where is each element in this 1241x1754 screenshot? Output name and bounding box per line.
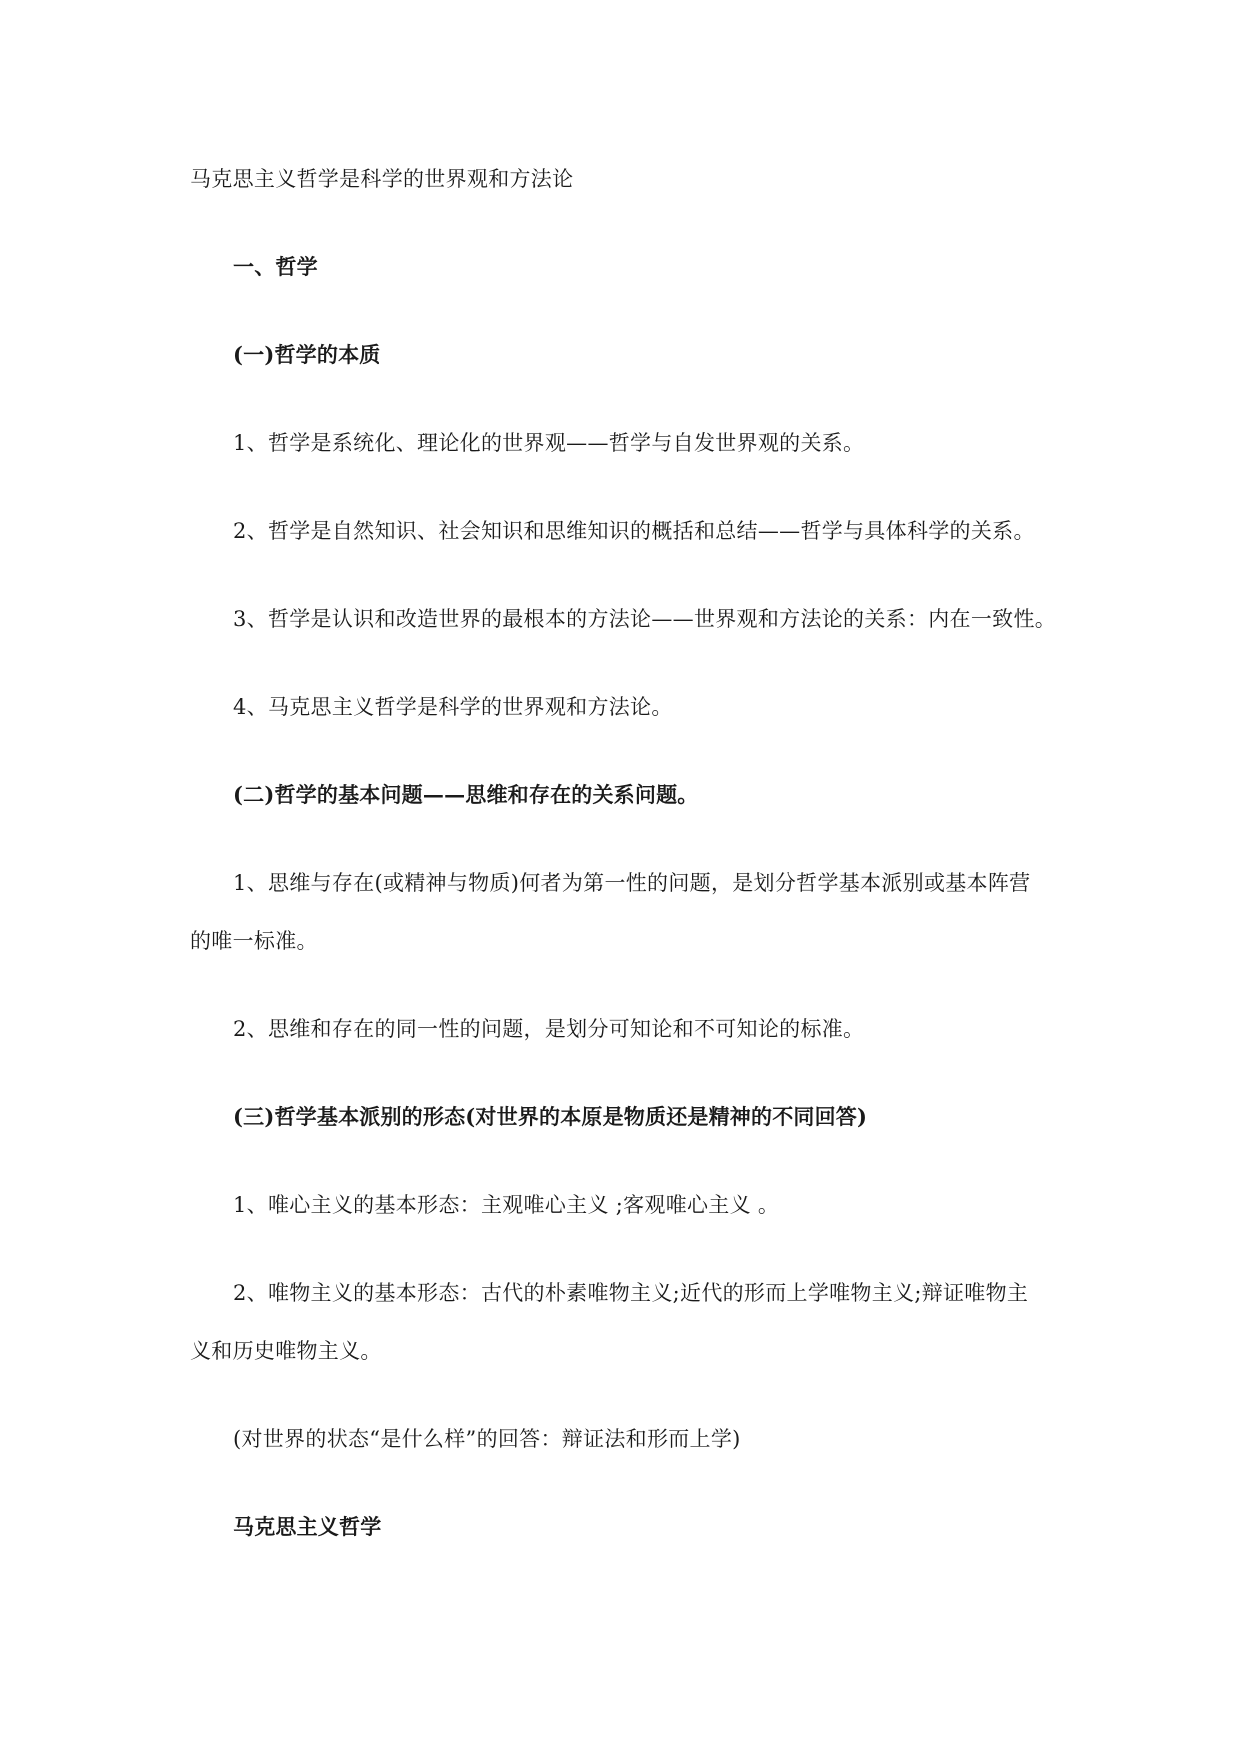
paragraph-essence-1: 1、哲学是系统化、理论化的世界观——哲学与自发世界观的关系。 (233, 431, 865, 455)
paragraph-essence-4: 4、马克思主义哲学是科学的世界观和方法论。 (233, 695, 673, 719)
document-title: 马克思主义哲学是科学的世界观和方法论 (190, 167, 574, 191)
paragraph-basic-question-1-line2: 的唯一标准。 (190, 929, 318, 953)
paragraph-schools-1: 1、唯心主义的基本形态：主观唯心主义 ;客观唯心主义 。 (233, 1193, 780, 1217)
section-heading-philosophy: 一、哲学 (233, 254, 318, 279)
subsection-heading-essence: (一)哲学的本质 (233, 342, 381, 367)
paragraph-essence-2: 2、哲学是自然知识、社会知识和思维知识的概括和总结——哲学与具体科学的关系。 (233, 519, 1035, 543)
paragraph-basic-question-2: 2、思维和存在的同一性的问题，是划分可知论和不可知论的标准。 (233, 1017, 865, 1041)
paragraph-schools-2-line2: 义和历史唯物主义。 (190, 1339, 382, 1363)
paragraph-schools-note: (对世界的状态“是什么样”的回答：辩证法和形而上学) (233, 1427, 741, 1451)
subsection-heading-schools: (三)哲学基本派别的形态(对世界的本原是物质还是精神的不同回答) (233, 1104, 868, 1129)
paragraph-basic-question-1-line1: 1、思维与存在(或精神与物质)何者为第一性的问题，是划分哲学基本派别或基本阵营 (233, 871, 1031, 895)
paragraph-schools-2-line1: 2、唯物主义的基本形态：古代的朴素唯物主义;近代的形而上学唯物主义;辩证唯物主 (233, 1281, 1029, 1305)
section-heading-marxist-philosophy: 马克思主义哲学 (233, 1514, 382, 1539)
paragraph-essence-3: 3、哲学是认识和改造世界的最根本的方法论——世界观和方法论的关系：内在一致性。 (233, 607, 1057, 631)
subsection-heading-basic-question: (二)哲学的基本问题——思维和存在的关系问题。 (233, 782, 699, 807)
